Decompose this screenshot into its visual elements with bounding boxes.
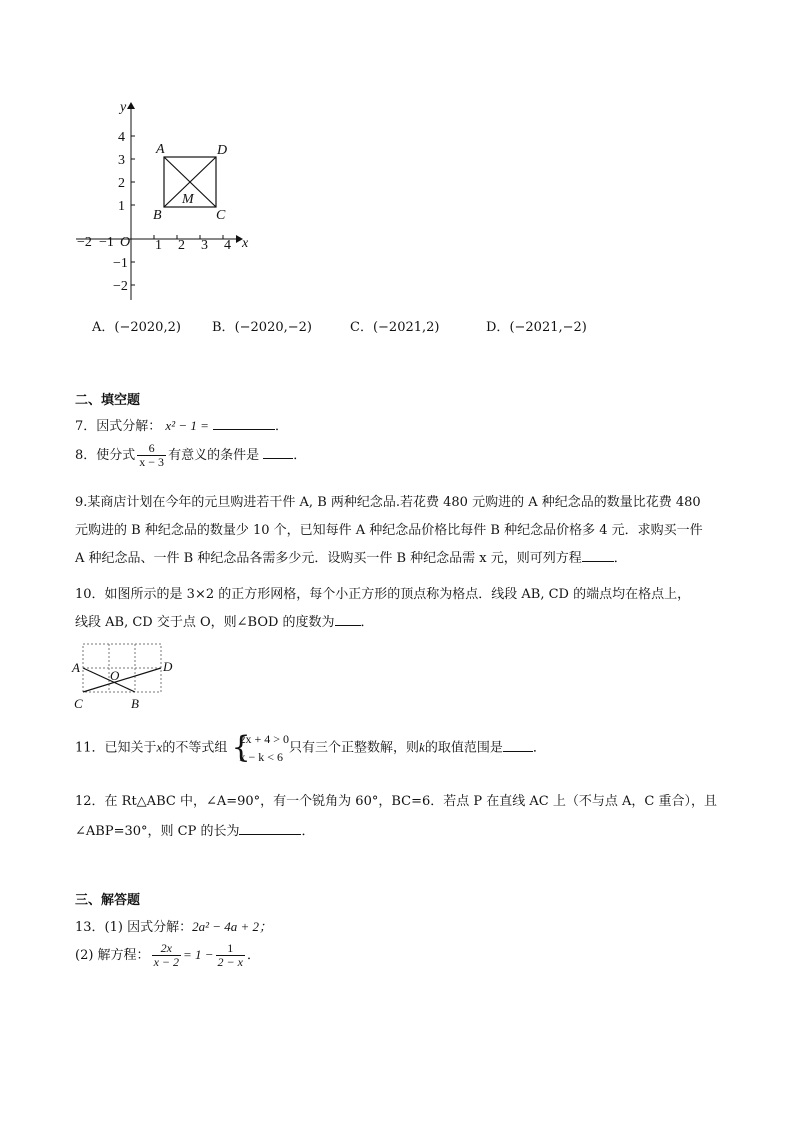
q13-part-2-end: ． bbox=[246, 948, 260, 963]
x-tick-origin: O bbox=[120, 235, 131, 250]
q7-prefix: 7．因式分解： bbox=[75, 419, 162, 434]
q8-numerator: 6 bbox=[148, 441, 155, 455]
y-tick-4: 4 bbox=[118, 130, 125, 145]
y-tick-1: 1 bbox=[118, 199, 125, 214]
x-tick-3: 3 bbox=[201, 238, 208, 253]
q11-k: k bbox=[419, 739, 425, 755]
question-10-line-2 bbox=[75, 611, 374, 630]
question-7 bbox=[75, 415, 288, 434]
coordinate-graph bbox=[70, 95, 260, 305]
q8-fraction bbox=[137, 442, 166, 469]
grid-figure bbox=[70, 640, 190, 715]
question-12-line-2 bbox=[75, 820, 315, 839]
q11-inequality-system bbox=[231, 730, 289, 766]
q11-suffix-2: 的取值范围是 bbox=[424, 740, 503, 756]
q12-answer-blank[interactable] bbox=[239, 822, 301, 835]
option-c[interactable] bbox=[350, 316, 439, 335]
question-9-line-2: 元购进的 B 种纪念品的数量少 10 个，已知每件 A 种纪念品价格比每件 B 种纪念品价格多 4 元．求购买一件 bbox=[75, 523, 703, 538]
section-answer-heading: 三、解答题 bbox=[75, 893, 141, 908]
point-a-label: A bbox=[156, 142, 165, 157]
grid-label-b: B bbox=[131, 696, 139, 711]
option-b[interactable] bbox=[212, 316, 312, 335]
question-12-line-1: 12．在 Rt△ABC 中，∠A=90°，有一个锐角为 60°，BC=6．若点 P 在直线 AC 上（不与点 A，C 重合），且 bbox=[75, 794, 717, 809]
y-axis-label: y bbox=[120, 100, 127, 115]
option-d[interactable] bbox=[486, 316, 587, 335]
option-a-value: (−2020,2) bbox=[114, 320, 181, 335]
brace-icon: { bbox=[231, 730, 251, 765]
q13-fraction-1 bbox=[152, 942, 181, 969]
q11-prefix: 11．已知关于 bbox=[75, 740, 157, 756]
x-tick-1: 1 bbox=[155, 238, 162, 253]
point-d-label: D bbox=[217, 143, 228, 158]
q10-answer-blank[interactable] bbox=[335, 613, 361, 626]
q13-numerator-2: 1 bbox=[227, 941, 234, 955]
q7-suffix: ． bbox=[275, 419, 289, 434]
x-axis-label: x bbox=[242, 236, 249, 251]
x-tick-2: 2 bbox=[178, 238, 185, 253]
q10-end: ． bbox=[360, 615, 374, 630]
question-10-line-1: 10．如图所示的是 3×2 的正方形网格，每个小正方形的顶点称为格点．线段 AB, CD 的端点均在格点上， bbox=[75, 587, 691, 602]
q7-answer-blank[interactable] bbox=[213, 417, 275, 430]
q13-equals: = 1 − bbox=[183, 947, 214, 962]
question-11 bbox=[75, 730, 546, 766]
option-a[interactable] bbox=[92, 316, 181, 335]
question-8 bbox=[75, 442, 306, 469]
q11-inequality-1: 2x + 4 > 0 bbox=[239, 732, 290, 746]
x-tick-neg2: −2 bbox=[77, 235, 92, 250]
q11-end: ． bbox=[532, 740, 546, 756]
q13-part-2-prefix: (2) 解方程： bbox=[75, 948, 150, 963]
point-b-label: B bbox=[153, 208, 162, 223]
q11-variable: x bbox=[156, 739, 163, 755]
option-c-label: C． bbox=[350, 320, 373, 335]
q13-part-1-expression: 2a² − 4a + 2； bbox=[192, 919, 273, 934]
q8-denominator: x − 3 bbox=[139, 455, 165, 469]
option-a-label: A． bbox=[92, 320, 115, 335]
x-tick-neg1: −1 bbox=[99, 235, 114, 250]
question-9-line-1: 9.某商店计划在今年的元旦购进若干件 A, B 两种纪念品.若花费 480 元购进的 A 种纪念品的数量比花费 480 bbox=[75, 495, 701, 510]
q10-line-2-text: 线段 AB, CD 交于点 O，则∠BOD 的度数为 bbox=[75, 615, 335, 630]
q13-numerator-1: 2x bbox=[160, 941, 172, 955]
grid-label-c: C bbox=[74, 696, 83, 711]
q12-end: ． bbox=[301, 824, 315, 839]
question-9-line-3 bbox=[75, 547, 627, 566]
y-tick-neg1: −1 bbox=[113, 256, 128, 271]
grid-label-d: D bbox=[163, 659, 173, 674]
q13-denominator-1: x − 2 bbox=[153, 955, 179, 969]
question-13-part-1 bbox=[75, 916, 272, 935]
y-tick-neg2: −2 bbox=[113, 279, 128, 294]
q12-line-2-text: ∠ABP=30°，则 CP 的长为 bbox=[75, 824, 240, 839]
q13-part-1-prefix: 13．(1) 因式分解： bbox=[75, 920, 193, 935]
q8-end: ． bbox=[293, 448, 307, 463]
q8-answer-blank[interactable] bbox=[263, 446, 293, 459]
option-d-value: (−2021,−2) bbox=[509, 320, 587, 335]
segment-cd bbox=[83, 668, 161, 692]
point-c-label: C bbox=[216, 208, 226, 223]
y-tick-3: 3 bbox=[118, 153, 125, 168]
q8-suffix: 有意义的条件是 bbox=[168, 448, 260, 463]
q11-suffix: 只有三个正整数解，则 bbox=[289, 740, 420, 756]
q7-expression: x² − 1 = bbox=[165, 418, 209, 433]
q11-mid: 的不等式组 bbox=[162, 740, 228, 756]
q9-answer-blank[interactable] bbox=[582, 549, 614, 562]
section-fill-in-heading: 二、填空题 bbox=[75, 393, 141, 408]
x-tick-4: 4 bbox=[224, 238, 231, 253]
option-c-value: (−2021,2) bbox=[372, 320, 440, 335]
q9-end: ． bbox=[613, 551, 627, 566]
option-b-label: B． bbox=[212, 320, 235, 335]
grid-label-a: A bbox=[72, 660, 80, 675]
q9-line-3-text: A 种纪念品、一件 B 种纪念品各需多少元．设购买一件 B 种纪念品需 x 元，则可列方程 bbox=[75, 551, 582, 566]
q11-answer-blank[interactable] bbox=[503, 739, 533, 752]
q11-inequality-2: x − k < 6 bbox=[239, 750, 284, 764]
question-13-part-2 bbox=[75, 942, 260, 969]
q13-denominator-2: 2 − x bbox=[217, 955, 243, 969]
grid-label-o: O bbox=[110, 668, 120, 683]
option-b-value: (−2020,−2) bbox=[234, 320, 312, 335]
option-d-label: D． bbox=[486, 320, 510, 335]
point-m-label: M bbox=[182, 192, 194, 207]
y-tick-2: 2 bbox=[118, 176, 125, 191]
q8-prefix: 8．使分式 bbox=[75, 448, 136, 463]
q13-fraction-2 bbox=[216, 942, 245, 969]
